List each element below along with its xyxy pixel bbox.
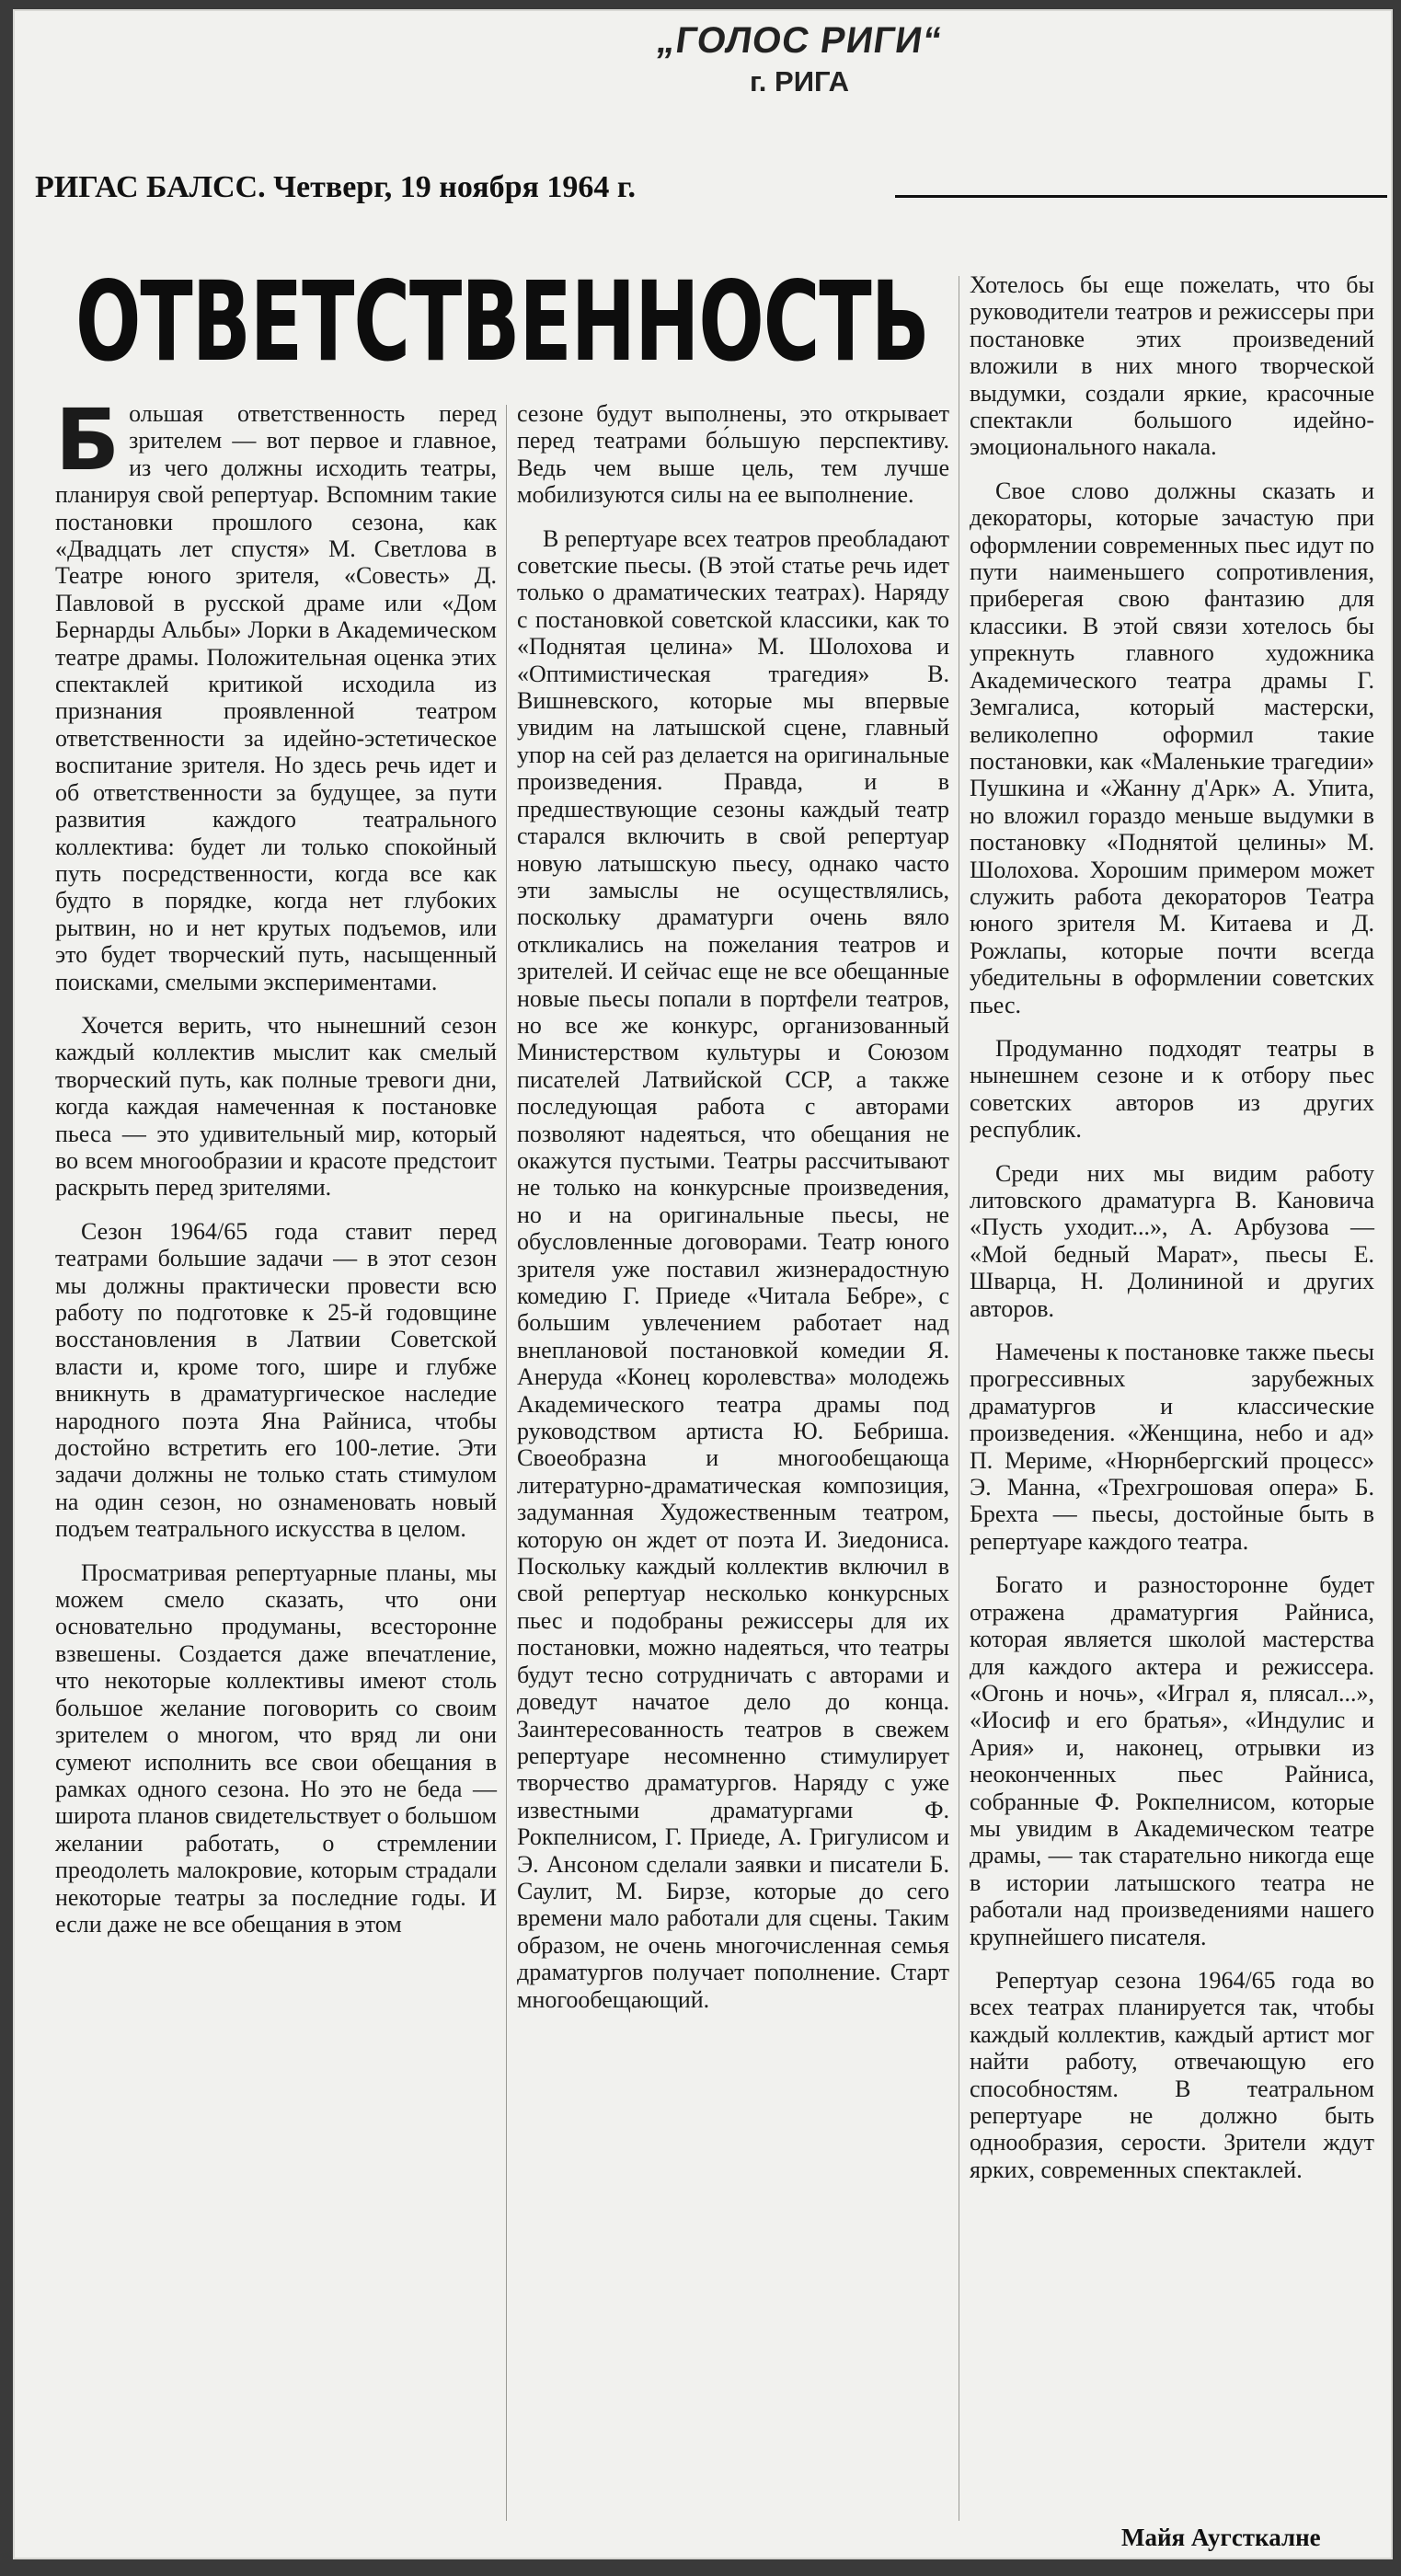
headline: ОТВЕТСТВЕННОСТЬ [75,258,929,386]
paragraph-11: Намечены к постановке также пьесы прогрессивных зарубежных драматургов и классические произведения. «Женщина, небо и ад» П. Мериме, «Нюрнбергский процесс» Э. Манна, «Трехгрошовая опера» Б. Брехта — пьесы, достойные быть в репертуаре каждого театра. [970,1339,1374,1555]
paragraph-5: сезоне будут выполнены, это открывает перед театрами бо́льшую перспективу. Ведь чем выше цель, тем лучше мобилизуются силы на ее выполнение. [517,400,949,509]
paragraph-1-text: ольшая ответственность перед зрителем — вот первое и главное, из чего должны исходить театры, планируя свой репертуар. Вспомним такие постановки прошлого сезона, как «Двадцать лет спустя» М. Светлова в Театре юного зрителя, «Совесть» Д. Павловой в русской драме или «Дом Бернарды Альбы» Лорки в Академическом театре драмы. Положительная оценка этих спектаклей критикой исходила из признания проявленной театром ответственности за идейно-эстетическое воспитание зрителя. Но здесь речь идет и об ответственности за будущее, за пути развития каждого театрального коллектива: будет ли только спокойный путь посредственности, когда все как будто в порядке, когда нет глубоких рытвин, но и нет крутых подъемов, или это будет творческий путь, насыщенный поисками, смелыми экспериментами. [55,400,497,995]
paragraph-10: Среди них мы видим работу литовского драматурга В. Кановича «Пусть уходит...», А. Арбузова — «Мой бедный Марат», пьесы Е. Шварца, Н. Долининой и других авторов. [970,1159,1374,1322]
paragraph-4: Просматривая репертуарные планы, мы можем смело сказать, что они основательно продуманы, всесторонне взвешены. Создается даже впечатление, что некоторые коллективы имеют столь большое желание поговорить со своим зрителем о многом, что вряд ли они сумеют исполнить все свои обещания в рамках одного сезона. Но это не беда — широта планов свидетельствует о большом желании работать, о стремлении преодолеть малокровие, которым страдали некоторые театры за последние годы. И если даже не все обещания в этом [55,1558,497,1938]
paragraph-12: Богато и разносторонне будет отражена драматургия Райниса, которая является школой мастерства для каждого актера и режиссера. «Огонь и ночь», «Играл я, плясал...», «Иосиф и его братья», «Индулис и Ария» и, наконец, отрывки из неоконченных пьес Райниса, собранные Ф. Рокпелнисом, которые мы увидим в Академическом театре драмы, — так старательно никогда еще в истории латышского театра не работали над произведениями нашего крупнейшего писателя. [970,1571,1374,1950]
stamp-city: г. РИГА [749,65,849,98]
article-column-1 [55,391,497,1954]
article-column-2 [517,400,949,2030]
paragraph-3: Сезон 1964/65 года ставит перед театрами большие задачи — в этот сезон мы должны практически провести всю работу по подготовке к 25-й годовщине восстановления в Латвии Советской власти и, кроме того, шире и глубже вникнуть в драматургическое наследие народного поэта Яна Райниса, чтобы достойно встретить его 100-летие. Эти задачи должны не только стать стимулом на один сезон, но ознаменовать новый подъем театрального искусства в целом. [55,1217,497,1543]
author-signature: Майя Аугсткалне [1121,2524,1321,2551]
newspaper-clipping [13,9,1393,2559]
paragraph-8: Свое слово должны сказать и декораторы, которые зачастую при оформлении современных пьес идут по пути наименьшего сопротивления, приберегая свою фантазию для классики. В этой связи хотелось бы упрекнуть главного художника Академического театра драмы Г. Земгалиса, который мастерски, великолепно оформил такие постановки, как «Маленькие трагедии» Пушкина и «Жанну д'Арк» А. Упита, но вложил гораздо меньше выдумки в постановку «Поднятой целины» М. Шолохова. Хорошим примером может служить работа декораторов Театра юного зрителя М. Китаева и Д. Рожлапы, которые почти всегда убедительны в оформлении советских пьес. [970,477,1374,1018]
drop-cap: Б [55,391,121,489]
newspaper-stamp [615,20,983,98]
paragraph-7: Хотелось бы еще пожелать, что бы руководители театров и режиссеры при постановке этих произведений вложили в них много творческой выдумки, создали яркие, красочные спектакли большого идейно-эмоционального накала. [970,271,1374,461]
paragraph-1 [55,391,497,995]
masthead-line: РИГАС БАЛСС. Четверг, 19 ноября 1964 г. [35,170,637,204]
paragraph-9: Продуманно подходят театры в нынешнем сезоне и к отбору пьес советских авторов из других республик. [970,1034,1374,1144]
stamp-paper-name: „ГОЛОС РИГИ“ [653,20,946,61]
masthead [35,170,1387,225]
article-column-3 [970,271,1374,2200]
paragraph-2: Хочется верить, что нынешний сезон каждый коллектив мыслит как смелый творческий путь, как полные тревоги дни, когда каждая намеченная к постановке пьеса — это удивительный мир, который во всем многообразии и красоте предстоит раскрыть перед зрителями. [55,1011,497,1202]
column-divider [506,405,507,2521]
paragraph-6: В репертуаре всех театров преобладают советские пьесы. (В этой статье речь идет только о драматических театрах). Наряду с постановкой советской классики, как то «Поднятая целина» М. Шолохова и «Оптимистическая трагедия» В. Вишневского, которые мы впервые увидим на латышской сцене, главный упор на сей раз делается на оригинальные произведения. Правда, и в предшествующие сезоны каждый театр старался включить в свой репертуар новую латышскую пьесу, однако часто эти замыслы не осуществлялись, поскольку драматурги очень вяло откликались на пожелания театров и зрителей. И сейчас еще не все обещанные новые пьесы попали в портфели театров, но все же конкурс, организованный Министерством культуры и Союзом писателей Латвийской ССР, а также последующая работа с авторами позволяют надеяться, что обещания не окажутся пустыми. Театры рассчитывают не только на конкурсные произведения, но и на оригинальные пьесы, не обусловленные договорами. Театр юного зрителя уже поставил жизнерадостную комедию Г. Приеде «Читала Бебре», с большим увлечением работает над внеплановой постановкой комедии Я. Анеруда «Конец королевства» молодежь Академического театра драмы под руководством артиста Ю. Бебриша. Своеобразна и многообещающа литературно-драматическая композиция, задуманная Художественным театром, которую он ждет от поэта И. Зиедониса. Поскольку каждый коллектив включил в свой репертуар несколько конкурсных пьес и подобраны режиссеры для их постановки, можно надеяться, что театры будут тесно сотрудничать с авторами и доведут начатое дело до конца. Заинтересованность театров в свежем репертуаре несомненно стимулирует творчество драматургов. Наряду с уже известными драматургами Ф. Рокпелнисом, Г. Приеде, А. Григулисом и Э. Ансоном сделали заявки и писатели Б. Саулит, М. Бирзе, которые до сего времени мало работали для сцены. Таким образом, не очень многочисленная семья драматургов получает пополнение. Старт многообещающий. [517,524,949,2013]
masthead-rule [895,195,1387,198]
paragraph-13: Репертуар сезона 1964/65 года во всех театрах планируется так, чтобы каждый коллектив, каждый артист мог найти работу, отвечающую его способностям. В театральном репертуаре не должно быть однообразия, серости. Зрители ждут ярких, современных спектаклей. [970,1966,1374,2183]
